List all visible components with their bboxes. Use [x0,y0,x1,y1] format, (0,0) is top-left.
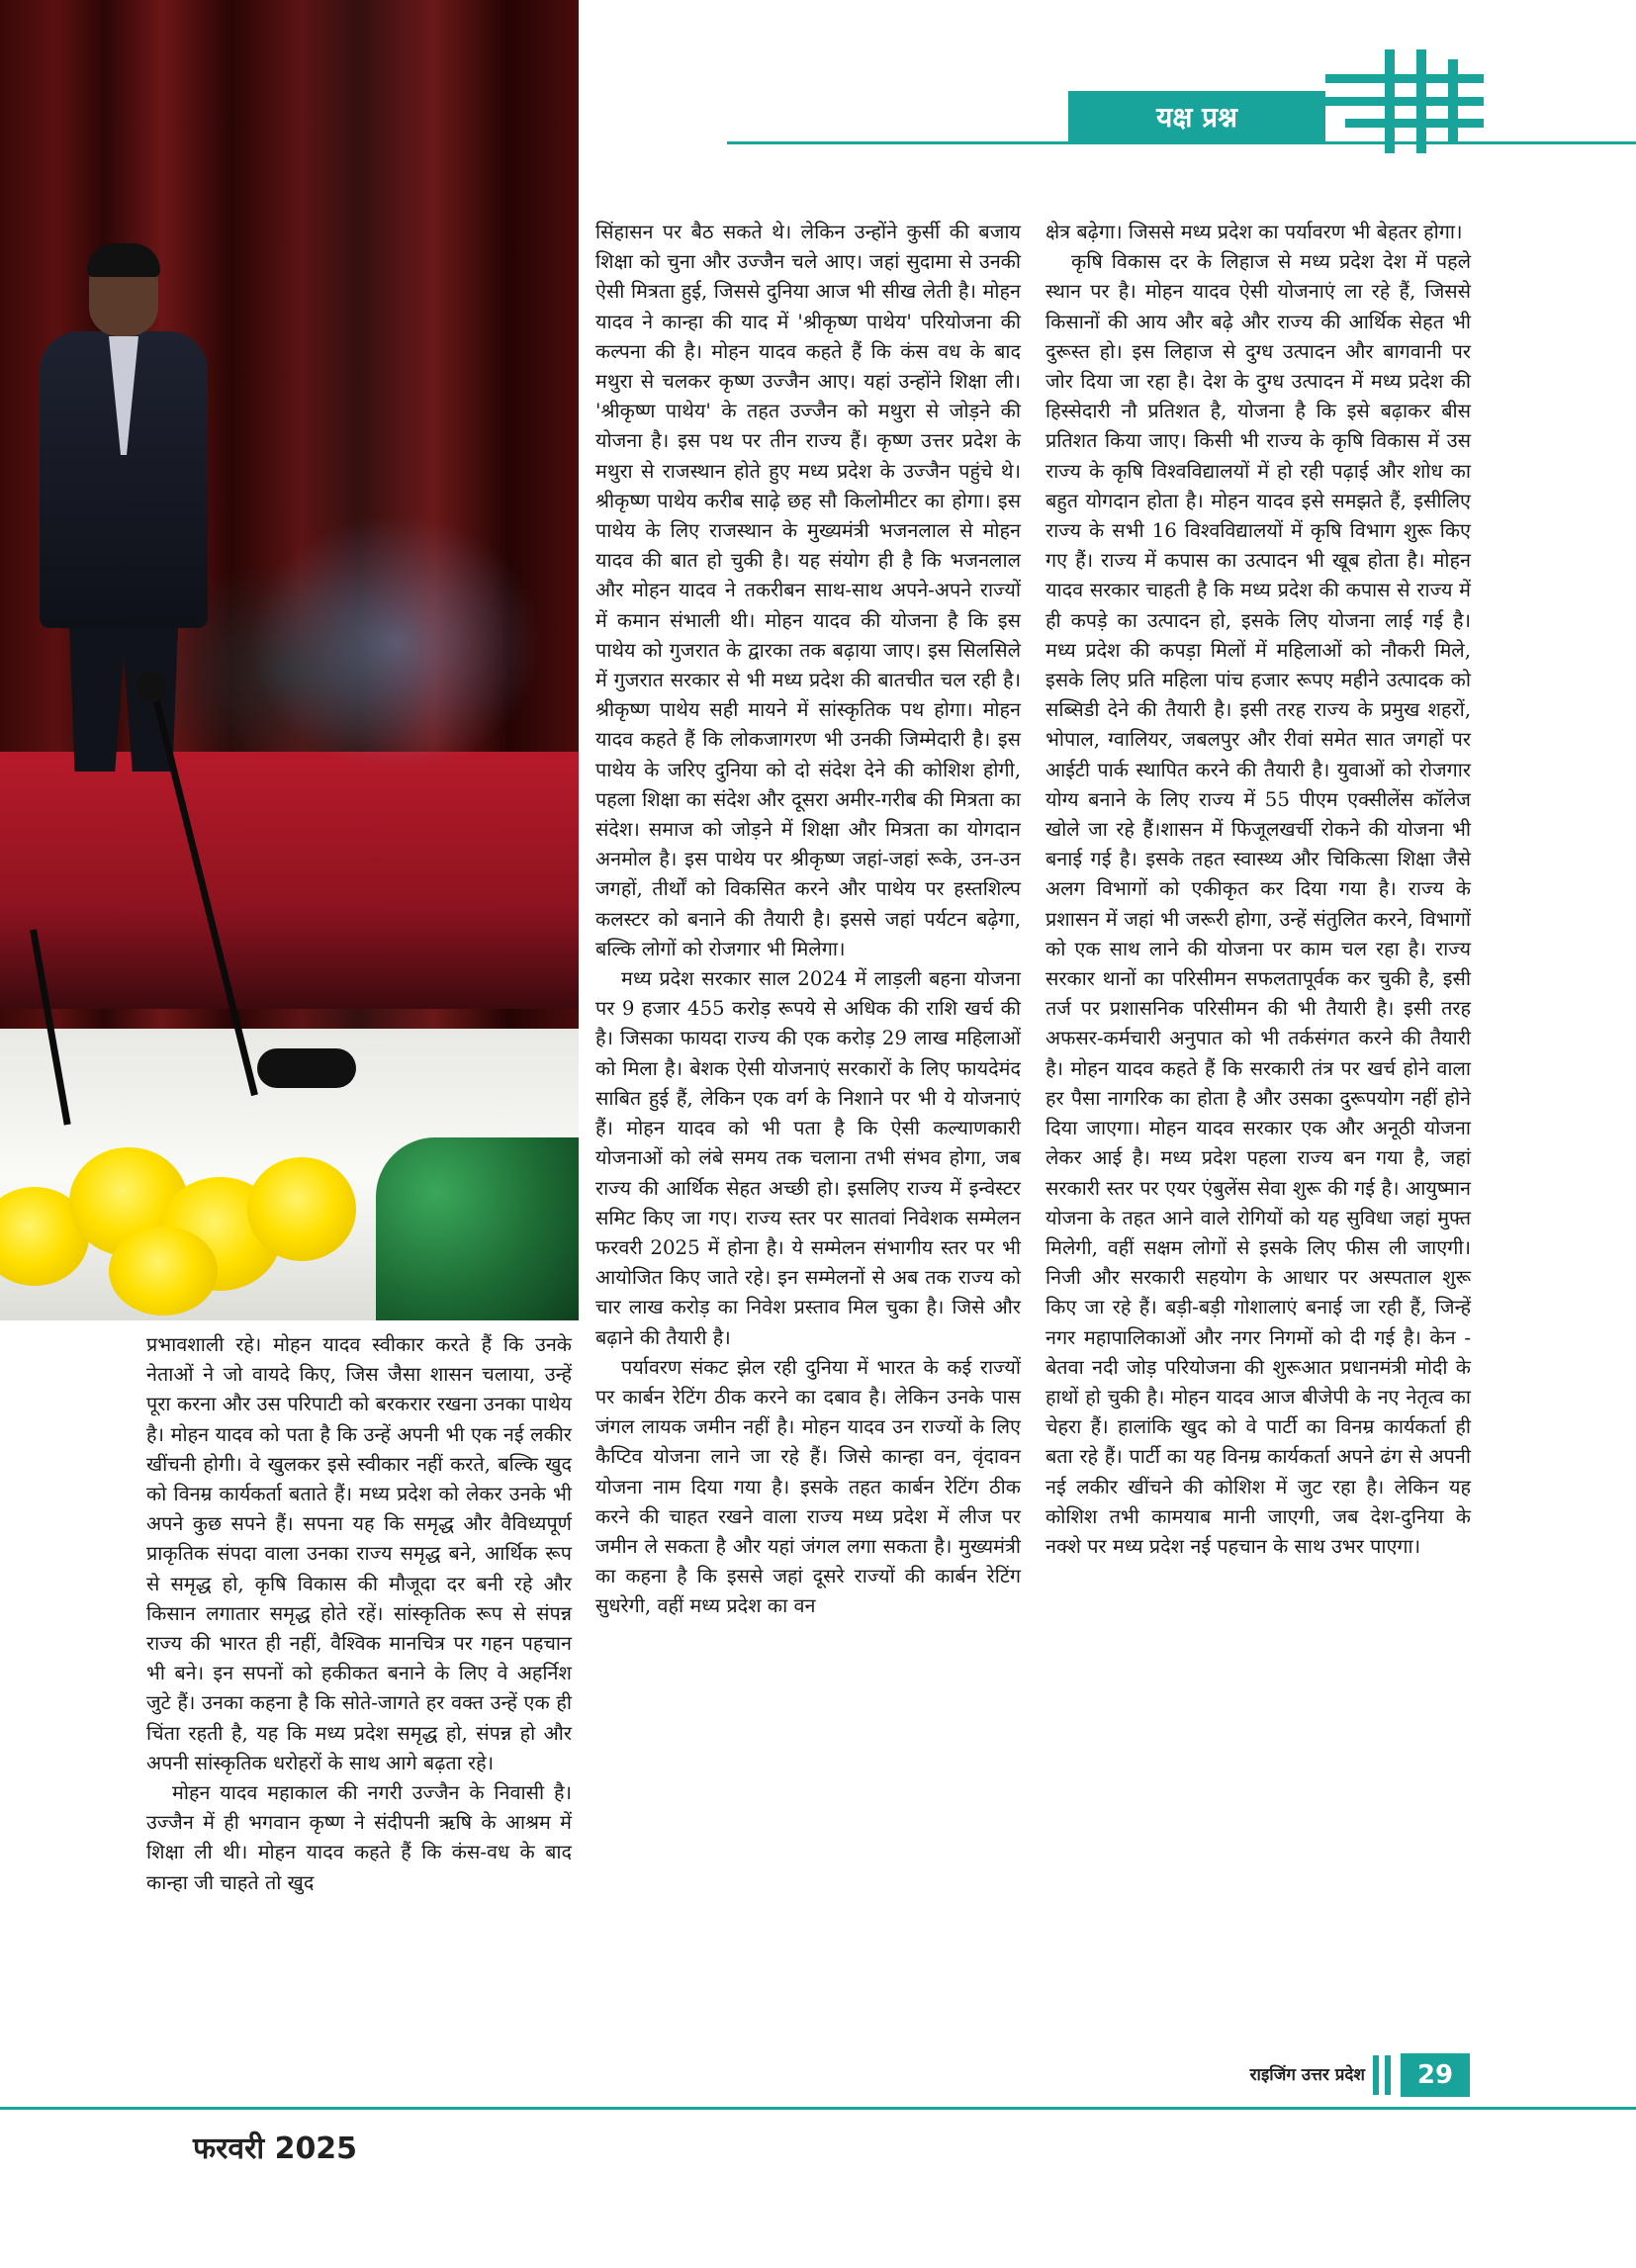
paragraph: मोहन यादव महाकाल की नगरी उज्जैन के निवासी है। उज्जैन में ही भगवान कृष्ण ने संदीपनी ऋषि के आश्रम में शिक्षा ली थी। मोहन यादव कहते हैं कि कंस-वध के बाद कान्हा जी चाहते तो खुद [146,1781,572,1894]
article-column-2 [595,218,1021,1622]
microphone-icon [136,673,166,702]
greenery-decoration [376,1137,579,1320]
page-number: 29 [1401,2053,1470,2097]
article-column-3 [1045,218,1471,1562]
paragraph: प्रभावशाली रहे। मोहन यादव स्वीकार करते हैं कि उनके नेताओं ने जो वायदे किए, जिस जैसा शासन चलाया, उन्हें पूरा करना और उस परिपाटी को बरकरार रखना उनका पाथेय है। मोहन यादव को पता है कि उन्हें अपनी भी एक नई लकीर खींचनी होगी। वे खुलकर इसे स्वीकार नहीं करते, बल्कि खुद को विनम्र कार्यकर्ता बताते हैं। मध्य प्रदेश को लेकर उनके भी अपने कुछ सपने हैं। सपना यह कि समृद्ध और वैविध्यपूर्ण प्राकृतिक संपदा वाला उनका राज्य समृद्ध बने, आर्थिक रूप से समृद्ध हो, कृषि विकास की मौजूदा दर बनी रहे और किसान लगातार समृद्ध होते रहें। सांस्कृतिक रूप से संपन्न राज्य की भारत ही नहीं, वैश्विक मानचित्र पर गहन पहचान भी बने। इन सपनों को हकीकत बनाने के लिए वे अहर्निश जुटे हैं। उनका कहना है कि सोते-जागते हर वक्त उन्हें एक ही चिंता रहती है, यह कि मध्य प्रदेश समृद्ध हो, संपन्न हो और अपनी सांस्कृतिक धरोहरों के साथ आगे बढ़ता रहे। [146,1333,572,1774]
issue-date: फरवरी 2025 [193,2132,358,2166]
paragraph: पर्यावरण संकट झेल रही दुनिया में भारत के कई राज्यों पर कार्बन रेटिंग ठीक करने का दबाव है। लेकिन उनके पास जंगल लायक जमीन नहीं है। मोहन यादव उन राज्यों के लिए कैप्टिव योजना लाने जा रहे हैं। जिसे कान्हा वन, वृंदावन योजना नाम दिया गया है। इसके तहत कार्बन रेटिंग ठीक करने की चाहत रखने वाला राज्य मध्य प्रदेश में लीज पर जमीन ले सकता है और यहां जंगल लगा सकता है। मुख्यमंत्री का कहना है कि इससे जहां दूसरे राज्यों की कार्बन रेटिंग सुधरेगी, वहीं मध्य प्रदेश का वन [595,1355,1021,1618]
footer-bars-icon [1373,2055,1395,2095]
article-photo [0,0,579,1320]
standing-person [40,247,208,771]
flower-decoration [0,1147,356,1306]
stage-floor [0,752,579,1009]
paragraph: कृषि विकास दर के लिहाज से मध्य प्रदेश देश में पहले स्थान पर है। मोहन यादव ऐसी योजनाएं ला रहे हैं, जिससे किसानों की आय और बढ़े और राज्य की आर्थिक सेहत भी दुरूस्त हो। इस लिहाज से दुग्ध उत्पादन और बागवानी पर जोर दिया जा रहा है। देश के दुग्ध उत्पादन में मध्य प्रदेश की हिस्सेदारी नौ प्रतिशत है, योजना है कि इसे बढ़ाकर बीस प्रतिशत किया जाए। किसी भी राज्य के कृषि विकास में उस राज्य के कृषि विश्वविद्यालयों में हो रही पढ़ाई और शोध का बहुत योगदान होता है। मोहन यादव इसे समझते हैं, इसीलिए राज्य के सभी 16 विश्वविद्यालयों में कृषि विभाग शुरू किए गए हैं। राज्य में कपास का उत्पादन भी खूब होता है। मोहन यादव सरकार चाहती है कि मध्य प्रदेश की कपास से राज्य में ही कपड़े का उत्पादन हो, इसके लिए योजना लाई गई है। मध्य प्रदेश की कपड़ा मिलों में महिलाओं को नौकरी मिले, इसके लिए प्रति महिला पांच हजार रूपए महीने उत्पादक को सब्सिडी देने की तैयारी है। इसी तरह राज्य के प्रमुख शहरों, भोपाल, ग्वालियर, जबलपुर और रीवां समेत सात जगहों पर आईटी पार्क स्थापित करने की तैयारी है। युवाओं को रोजगार योग्य बनाने के लिए राज्य में 55 पीएम एक्सीलेंस कॉलेज खोले जा रहे हैं।शासन में फिजूलखर्ची रोकने की योजना भी बनाई गई है। इसके तहत स्वास्थ्य और चिकित्सा शिक्षा जैसे अलग विभागों को एकीकृत कर दिया गया है। राज्य के प्रशासन में जहां भी जरूरी होगा, उन्हें संतुलित करने, विभागों को एक साथ लाने की योजना पर काम चल रहा है। राज्य सरकार थानों का परिसीमन सफलतापूर्वक कर चुकी है, इसी तर्ज पर प्रशासनिक परिसीमन की भी तैयारी है। इसी तरह अफसर-कर्मचारी अनुपात को भी तर्कसंगत करने की तैयारी है। मोहन यादव कहते हैं कि सरकारी तंत्र पर खर्च होने वाला हर पैसा नागरिक का होता है और उसका दुरूपयोग नहीं होने दिया जाएगा। मोहन यादव सरकार एक और अनूठी योजना लेकर आई है। मध्य प्रदेश पहला राज्य बन गया है, जहां सरकारी स्तर पर एयर एंबुलेंस सेवा शुरू की गई है। आयुष्मान योजना के तहत आने वाले रोगियों को यह सुविधा जहां मुफ्त मिलेगी, वहीं सक्षम लोगों से इसके लिए फीस ली जाएगी। निजी और सरकारी सहयोग के आधार पर अस्पताल शुरू किए जा रहे हैं। बड़ी-बड़ी गोशालाएं बनाई जा रही हैं, जिन्हें नगर महापालिकाओं और नगर निगमों को दी गई है। केन - बेतवा नदी जोड़ परियोजना की शुरूआत प्रधानमंत्री मोदी के हाथों हो चुकी है। मोहन यादव आज बीजेपी के नए नेतृत्व का चेहरा हैं। हालांकि खुद को वे पार्टी का विनम्र कार्यकर्ता ही बता रहे हैं। पार्टी का यह विनम्र कार्यकर्ता अपने ढंग से अपनी नई लकीर खींचने की कोशिश में जुट रहा है। लेकिन यह कोशिश तभी कामयाब मानी जाएगी, जब देश-दुनिया के नक्शे पर मध्य प्रदेश नई पहचान के साथ उभर पाएगा। [1045,250,1471,1558]
article-column-1 [146,1330,572,1898]
magazine-name: राइजिंग उत्तर प्रदेश [1249,2065,1365,2085]
paragraph: क्षेत्र बढ़ेगा। जिससे मध्य प्रदेश का पर्यावरण भी बेहतर होगा। [1045,221,1463,243]
section-tag: यक्ष प्रश्न [1068,91,1325,142]
footer-rule [0,2107,1636,2110]
stage-light [247,514,544,771]
hash-icon [1325,49,1484,153]
microphone-base [257,1048,356,1088]
paragraph: मध्य प्रदेश सरकार साल 2024 में लाड़ली बहना योजना पर 9 हजार 455 करोड़ रूपये से अधिक की राशि खर्च की है। जिसका फायदा राज्य की एक करोड़ 29 लाख महिलाओं को मिला है। बेशक ऐसी योजनाएं सरकारों के लिए फायदेमंद साबित हुई हैं, लेकिन एक वर्ग के निशाने पर भी ये योजनाएं हैं। मोहन यादव को भी पता है कि ऐसी कल्याणकारी योजनाओं को लंबे समय तक चलाना तभी संभव होगा, जब राज्य की आर्थिक सेहत अच्छी हो। इसलिए राज्य में इन्वेस्टर समिट किए जा गए। राज्य स्तर पर सातवां निवेशक सम्मेलन फरवरी 2025 में होना है। ये सम्मेलन संभागीय स्तर पर भी आयोजित किए जाते रहे। इन सम्मेलनों से अब तक राज्य को चार लाख करोड़ का निवेश प्रस्ताव मिल चुका है। जिसे और बढ़ाने की तैयारी है। [595,967,1021,1349]
paragraph: सिंहासन पर बैठ सकते थे। लेकिन उन्होंने कुर्सी की बजाय शिक्षा को चुना और उज्जैन चले आए। जहां सुदामा से उनकी ऐसी मित्रता हुई, जिससे दुनिया आज भी सीख लेती है। मोहन यादव ने कान्हा की याद में 'श्रीकृष्ण पाथेय' परियोजना की कल्पना की है। मोहन यादव कहते हैं कि कंस वध के बाद मथुरा से चलकर कृष्ण उज्जैन आए। यहां उन्होंने शिक्षा ली। 'श्रीकृष्ण पाथेय' के तहत उज्जैन को मथुरा से जोड़ने की योजना है। इस पथ पर तीन राज्य हैं। कृष्ण उत्तर प्रदेश के मथुरा से राजस्थान होते हुए मध्य प्रदेश के उज्जैन पहुंचे थे। श्रीकृष्ण पाथेय करीब साढ़े छह सौ किलोमीटर का होगा। इस पाथेय के लिए राजस्थान के मुख्यमंत्री भजनलाल से मोहन यादव की बात हो चुकी है। यह संयोग ही है कि भजनलाल और मोहन यादव ने तकरीबन साथ-साथ अपने-अपने राज्यों में कमान संभाली थी। मोहन यादव की योजना है कि इस पाथेय को गुजरात के द्वारका तक बढ़ाया जाए। इस सिलसिले में गुजरात सरकार से भी मध्य प्रदेश की बातचीत चल रही है। श्रीकृष्ण पाथेय सही मायने में सांस्कृतिक पथ होगा। मोहन यादव कहते हैं कि लोकजागरण भी उनकी जिम्मेदारी है। इस पाथेय के जरिए दुनिया को दो संदेश देने की कोशिश होगी, पहला शिक्षा का संदेश और दूसरा अमीर-गरीब की मित्रता का संदेश। समाज को जोड़ने में शिक्षा और मित्रता का योगदान अनमोल है। इस पाथेय पर श्रीकृष्ण जहां-जहां रूके, उन-उन जगहों, तीर्थों को विकसित करने और पाथेय पर हस्तशिल्प कलस्टर को बनाने की तैयारी है। इससे जहां पर्यटन बढ़ेगा, बल्कि लोगों को रोजगार भी मिलेगा। [595,221,1021,960]
